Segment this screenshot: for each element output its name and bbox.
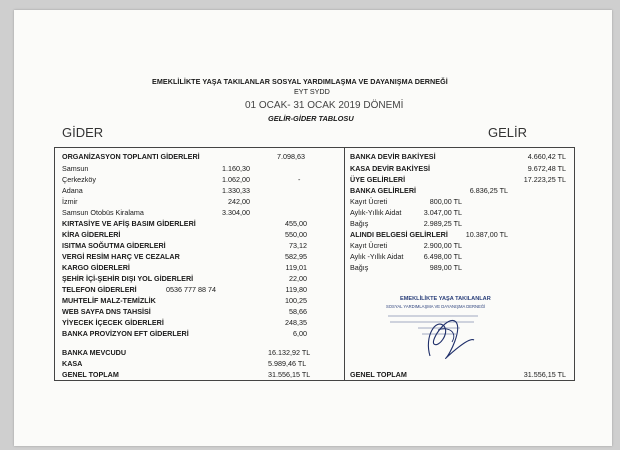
summary-label-bank: BANKA MEVCUDU [62,348,127,357]
summary-value-bank: 16.132,92 TL [268,348,311,357]
stamp-line-1: EMEKLİLİKTE YAŞA TAKILANLAR [400,296,491,302]
bank-income-total: 6.836,25 TL [469,186,508,195]
list-item: İzmir [62,197,78,206]
list-item-value: 3.304,00 [222,208,250,217]
income-row-value: 17.223,25 TL [523,175,566,184]
org-abbr: EYT SYDD [294,87,330,96]
summary-label-total: GENEL TOPLAM [62,370,119,379]
expense-row-value: 58,66 [289,307,307,316]
list-item: Kayıt Ücreti [350,241,388,250]
income-row-label: BANKA DEVİR BAKİYESİ [350,152,436,161]
gelir-heading: GELİR [488,125,528,140]
list-item: Aylık-Yıllık Aidat [350,208,402,217]
list-item: Bağış [350,219,369,228]
expense-row-label: ISITMA SOĞUTMA GİDERLERİ [62,241,166,250]
income-row-value: 9.672,48 TL [527,164,566,173]
expense-row-label: YİYECEK İÇECEK GİDERLERİ [62,318,164,327]
list-item-value: 1.330,33 [222,186,250,195]
column-divider [344,147,345,380]
income-total-value: 31.556,15 TL [523,370,566,379]
association-stamp [378,296,498,366]
expense-row-label: KARGO GİDERLERİ [62,263,130,272]
list-item-value: 2.989,25 TL [423,219,462,228]
list-item: Kayıt Ücreti [350,197,388,206]
list-item: Aylık -Yıllık Aidat [350,252,404,261]
income-row-label: KASA DEVİR BAKİYESİ [350,164,431,173]
expense-row-value: 455,00 [285,219,307,228]
expense-row-value: 100,25 [285,296,307,305]
income-total-label: GENEL TOPLAM [350,370,407,379]
table-title: GELİR-GİDER TABLOSU [268,114,354,123]
org-expenses-label: ORGANİZASYON TOPLANTI GİDERLERİ [62,152,200,161]
list-item-value: 2.900,00 TL [423,241,462,250]
list-item: Bağış [350,263,369,272]
expense-row-label: KİRA GİDERLERİ [62,230,121,239]
receipt-income-label: ALINDI BELGESİ GELİRLERİ [350,230,448,239]
list-item: Çerkezköy [62,175,96,184]
expense-row-value: 582,95 [285,252,307,261]
expense-row-label: WEB SAYFA DNS TAHSİSİ [62,307,151,316]
income-row-value: 4.660,42 TL [527,152,566,161]
list-item-value: 3.047,00 TL [423,208,462,217]
list-item: Samsun Otobüs Kiralama [62,208,144,217]
list-item: Samsun [62,164,89,173]
summary-value-total: 31.556,15 TL [268,370,311,379]
list-item-value: 989,00 TL [429,263,462,272]
list-item-value: 242,00 [228,197,250,206]
expense-row-label: ŞEHİR İÇİ-ŞEHİR DIŞI YOL GİDERLERİ [62,274,194,283]
expense-row-label: VERGİ RESİM HARÇ VE CEZALAR [62,252,180,261]
expense-row-label: MUHTELİF MALZ-TEMİZLİK [62,296,156,305]
expense-row-label: BANKA PROVİZYON EFT GİDERLERİ [62,329,189,338]
expense-row-value: 73,12 [289,241,307,250]
summary-label-cash: KASA [62,359,83,368]
bank-income-label: BANKA GELİRLERİ [350,186,417,195]
period-title: 01 OCAK- 31 OCAK 2019 DÖNEMİ [245,100,404,111]
expense-row-value: 119,01 [285,263,307,272]
expense-row-value: 22,00 [289,274,307,283]
list-item: Adana [62,186,83,195]
expense-row-label: TELEFON GİDERLERİ [62,285,137,294]
receipt-income-total: 10.387,00 TL [465,230,508,239]
expense-row-label: KIRTASİYE VE AFİŞ BASIM GİDERLERİ [62,219,196,228]
gider-heading: GİDER [62,125,104,140]
expense-row-value: 119,80 [285,285,307,294]
org-title: EMEKLİLİKTE YAŞA TAKILANLAR SOSYAL YARDIMLAŞMA VE DAYANIŞMA DERNEĞİ [152,77,448,86]
phone-number: 0536 777 88 74 [166,285,216,294]
summary-value-cash: 5.989,46 TL [268,359,307,368]
expense-row-value: 6,00 [293,329,307,338]
list-item-value: 800,00 TL [429,197,462,206]
list-item-value: 6.498,00 TL [423,252,462,261]
income-row-label: ÜYE GELİRLERİ [350,175,406,184]
signature-icon [378,296,498,366]
expense-row-value: 248,35 [285,318,307,327]
list-item-value: 1.062,00 [222,175,250,184]
org-expenses-total: 7.098,63 [277,152,305,161]
list-item-value: 1.160,30 [222,164,250,173]
expense-row-value: 550,00 [285,230,307,239]
stamp-line-2: SOSYAL YARDIMLAŞMA VE DAYANIŞMA DERNEĞİ [386,304,486,309]
dash-mark: - [298,175,301,184]
